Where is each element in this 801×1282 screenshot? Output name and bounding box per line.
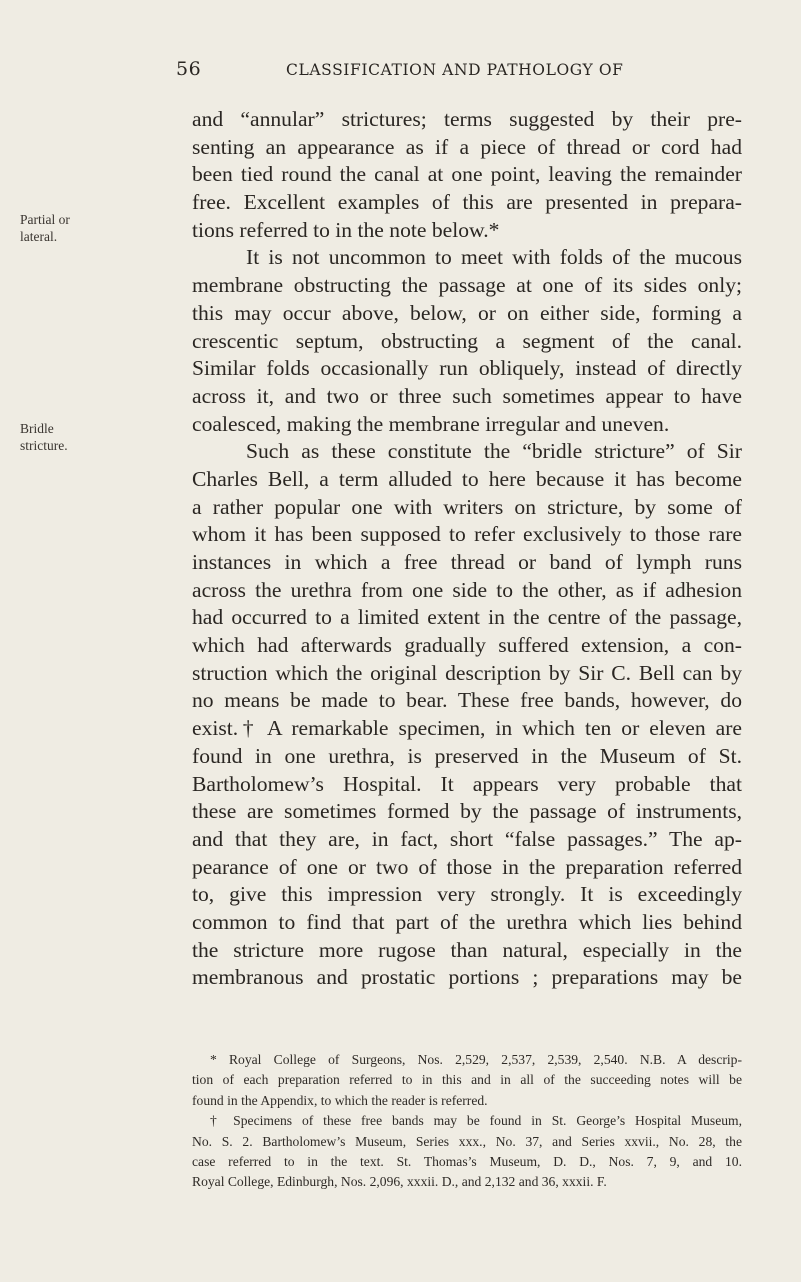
footnote-line: Royal College, Edinburgh, Nos. 2,096, xxxii. D., and 2,132 and 36, xxxii. F. [192,1174,607,1190]
body-line: which had afterwards gradually suffered extension, a con- [192,633,742,658]
footnote-line: case referred to in the text. St. Thomas’s Museum, D. D., Nos. 7, 9, and 10. [192,1153,742,1169]
body-line: senting an appearance as if a piece of thread or cord had [192,134,742,159]
body-line: no means be made to bear. These free bands, however, do [192,688,742,713]
body-line: whom it has been supposed to refer exclusively to those rare [192,522,742,547]
footnote-line: † Specimens of these free bands may be found in St. George’s Hospital Museum, [210,1113,742,1129]
body-line: across the urethra from one side to the other, as if adhesion [192,577,742,602]
body-line: free. Excellent examples of this are presented in prepara- [192,190,742,215]
footnotes [192,1050,742,1193]
body-line: had occurred to a limited extent in the centre of the passage, [192,605,742,630]
body-line: Charles Bell, a term alluded to here because it has become [192,466,742,491]
body-line: to, give this impression very strongly. It is exceedingly [192,882,742,907]
margin-note-bridle-stricture: Bridle stricture. [20,421,68,453]
footnote-line: found in the Appendix, to which the reader is referred. [192,1092,488,1108]
body-line: struction which the original description by Sir C. Bell can by [192,660,742,685]
body-line: this may occur above, below, or on either side, forming a [192,300,742,325]
body-line: tions referred to in the note below.* [192,217,500,242]
body-line: instances in which a free thread or band of lymph runs [192,550,742,574]
body-line: Such as these constitute the “bridle stricture” of Sir [246,439,742,464]
body-line: and that they are, in fact, short “false passages.” The ap- [192,826,742,851]
body-line: found in one urethra, is preserved in the Museum of St. [192,743,742,768]
footnote-line: * Royal College of Surgeons, Nos. 2,529, 2,537, 2,539, 2,540. N.B. A descrip- [210,1052,742,1067]
body-line: coalesced, making the membrane irregular and uneven. [192,411,670,436]
body-line: Bartholomew’s Hospital. It appears very probable that [192,771,742,796]
body-line: been tied round the canal at one point, leaving the remainder [192,162,742,187]
running-head-title: CLASSIFICATION AND PATHOLOGY OF [286,61,624,79]
body-line: crescentic septum, obstructing a segment of the canal. [192,328,742,353]
body-line: membrane obstructing the passage at one of its sides only; [192,273,742,298]
body-line: Similar folds occasionally run obliquely, instead of directly [192,356,742,381]
footnote-line: tion of each preparation referred to in this and in all of the succeeding notes will be [192,1072,742,1088]
body-line: common to find that part of the urethra which lies behind [192,909,742,934]
body-line: and “annular” strictures; terms suggested by their pre- [192,107,742,131]
body-line: exist.† A remarkable specimen, in which ten or eleven are [192,716,742,741]
running-head [176,58,736,88]
body-line: pearance of one or two of those in the preparation referred [192,854,742,879]
body-line: membranous and prostatic portions ; preparations may be [192,965,742,990]
body-text [192,106,742,992]
body-line: these are sometimes formed by the passage of instruments, [192,799,742,824]
margin-note-partial-lateral: Partial or lateral. [20,212,70,244]
page-number: 56 [176,58,202,80]
body-line: a rather popular one with writers on stricture, by some of [192,494,742,519]
body-line: across it, and two or three such sometimes appear to have [192,383,742,408]
body-line: It is not uncommon to meet with folds of the mucous [246,245,742,270]
footnote-line: No. S. 2. Bartholomew’s Museum, Series xxx., No. 37, and Series xxvii., No. 28, the [192,1133,742,1149]
body-line: the stricture more rugose than natural, especially in the [192,937,742,962]
